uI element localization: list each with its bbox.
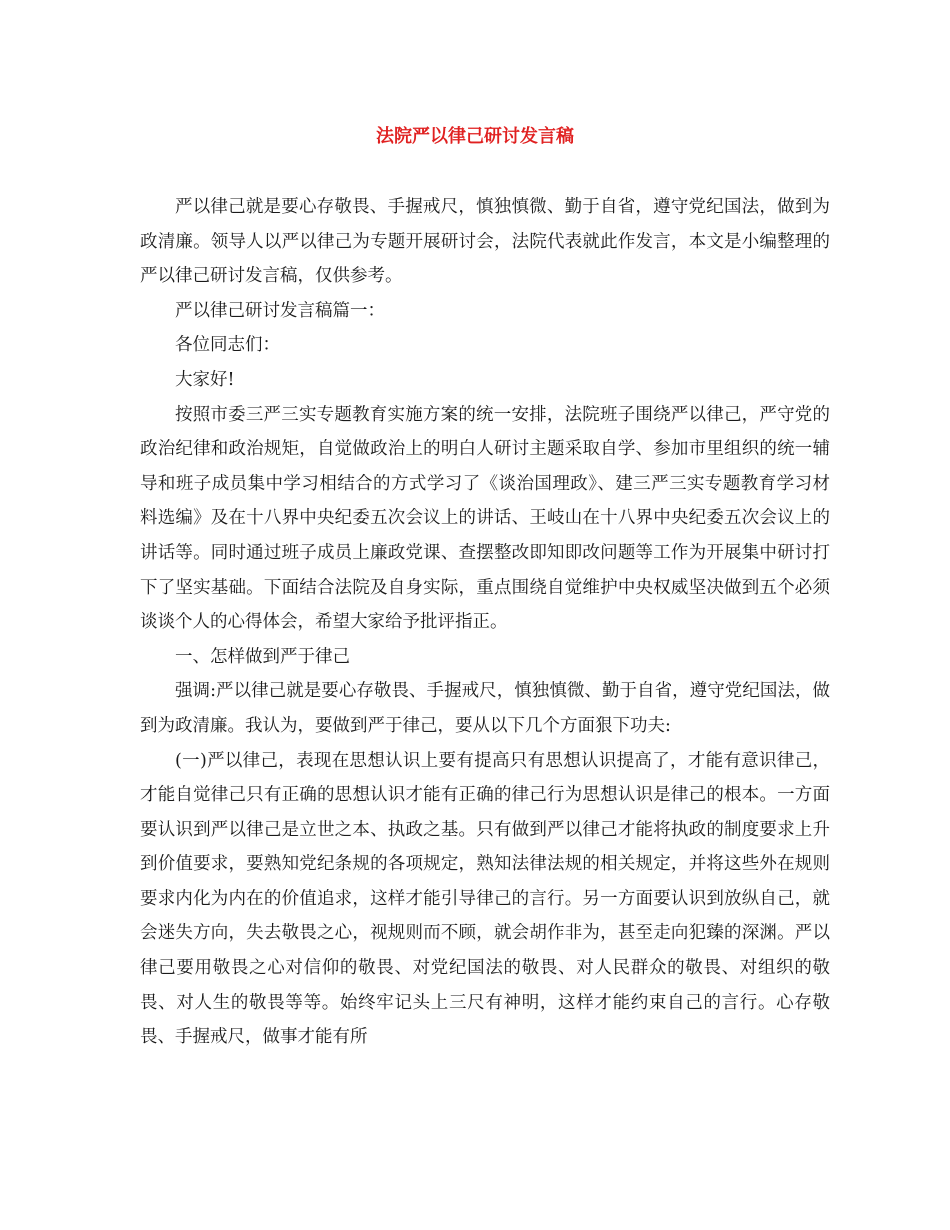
paragraph-background: 按照市委三严三实专题教育实施方案的统一安排，法院班子围绕严以律己，严守党的政治纪律和政治规矩，自觉做政治上的明白人研讨主题采取自学、参加市里组织的统一辅导和班子成员集中学习相结合的方式学习了《谈治国理政》、建三严三实专题教育学习材料选编》及在十八界中央纪委五次会议上的讲话、王岐山在十八界中央纪委五次会议上的讲话等。同时通过班子成员上廉政党课、查摆整改即知即改问题等工作为开展集中研讨打下了坚实基础。下面结合法院及自身实际，重点围绕自觉维护中央权威坚决做到五个必须谈谈个人的心得体会，希望大家给予批评指正。 [140,404,830,633]
document-title: 法院严以律己研讨发言稿 [376,126,574,147]
paragraph-point-one: (一)严以律己，表现在思想认识上要有提高只有思想认识提高了，才能有意识律己，才能自觉律己只有正确的思想认识才能有正确的律己行为思想认识是律己的根本。一方面要认识到严以律己是立世之本、执政之基。只有做到严以律己才能将执政的制度要求上升到价值要求，要熟知党纪条规的各项规定，熟知法律法规的相关规定，并将这些外在规则要求内化为内在的价值追求，这样才能引导律己的言行。另一方面要认识到放纵自己，就会迷失方向，失去敬畏之心，视规则而不顾，就会胡作非为，甚至走向犯臻的深渊。严以律己要用敬畏之心对信仰的敬畏、对党纪国法的敬畏、对人民群众的敬畏、对组织的敬畏、对人生的敬畏等等。始终牢记头上三尺有神明，这样才能约束自己的言行。心存敬畏、手握戒尺，做事才能有所 [140,750,830,1048]
document-body [140,190,830,1055]
paragraph-salutation: 各位同志们： [175,335,280,356]
paragraph-greeting: 大家好! [175,369,235,390]
paragraph-section-heading: 严以律己研讨发言稿篇一： [175,300,385,321]
paragraph-intro: 严以律己就是要心存敬畏、手握戒尺，慎独慎微、勤于自省，遵守党纪国法，做到为政清廉。领导人以严以律己为专题开展研讨会，法院代表就此作发言，本文是小编整理的严以律己研讨发言稿，仅供参考。 [140,197,830,287]
paragraph-heading-one: 一、怎样做到严于律己 [175,646,350,667]
paragraph-emphasis: 强调:严以律己就是要心存敬畏、手握戒尺，慎独慎微、勤于自省，遵守党纪国法，做到为政清廉。我认为，要做到严于律己，要从以下几个方面狠下功夫: [140,681,830,736]
